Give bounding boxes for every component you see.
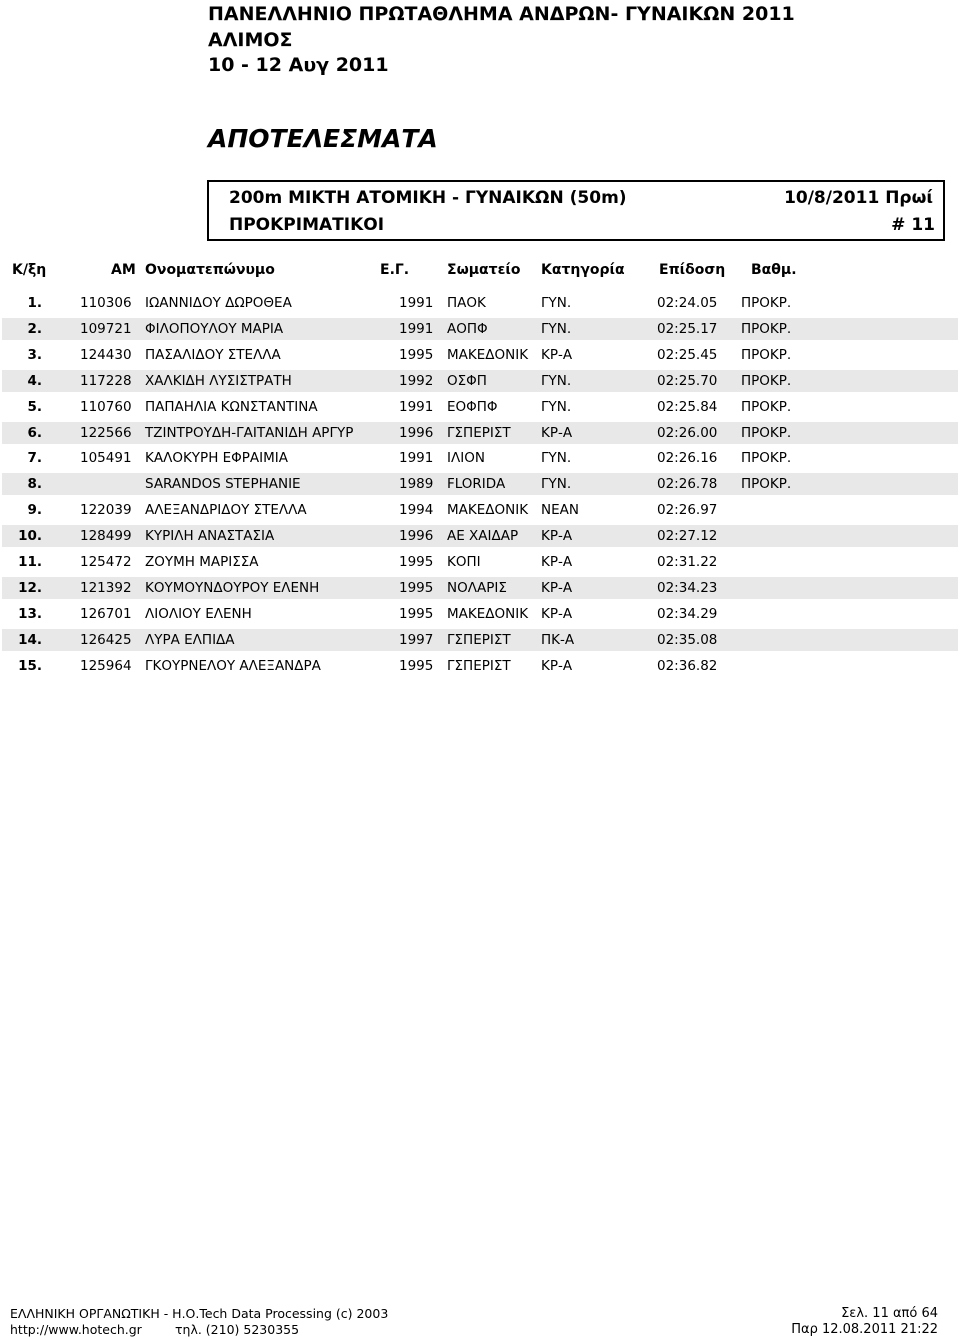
table-row [2,396,958,418]
cell-time: 02:31.22 [657,554,718,570]
cell-am: 109721 [80,320,132,337]
table-row [2,525,958,547]
cell-club: ΝΟΛΑΡΙΣ [447,579,507,596]
event-info-box [207,180,945,241]
cell-time: 02:26.78 [657,476,718,493]
cell-category: ΚΡ-Α [541,528,573,545]
table-row [2,318,958,340]
table-row [2,629,958,651]
cell-rank: 2. [27,320,42,337]
cell-year: 1996 [399,528,434,545]
venue: ΑΛΙΜΟΣ [208,29,293,51]
cell-category: ΓΥΝ. [541,295,572,311]
col-club: Σωματείο [447,262,521,278]
cell-club: ΠΑΟΚ [447,295,486,311]
cell-name: ΖΟΥΜΗ ΜΑΡΙΣΣΑ [145,554,259,570]
cell-rank: 3. [27,346,42,363]
event-date-session: 10/8/2011 Πρωί [784,188,933,208]
cell-am: 110306 [80,295,132,311]
cell-rank: 10. [18,528,42,545]
table-row [2,655,958,677]
cell-name: ΧΑΛΚΙΔΗ ΛΥΣΙΣΤΡΑΤΗ [145,372,292,389]
cell-rank: 7. [27,450,42,467]
table-row [2,422,958,444]
cell-rank: 9. [27,502,42,519]
cell-club: ΓΣΠΕΡΙΣΤ [447,657,511,674]
cell-category: ΚΡ-Α [541,346,573,363]
cell-year: 1991 [399,450,434,467]
cell-name: ΠΑΣΑΛΙΔΟΥ ΣΤΕΛΛΑ [145,346,281,363]
cell-name: ΚΟΥΜΟΥΝΔΟΥΡΟΥ ΕΛΕΝΗ [145,579,320,596]
cell-rank: 15. [18,657,42,674]
cell-club: ΑΟΠΦ [447,320,488,337]
cell-year: 1995 [399,346,434,363]
cell-club: ΜΑΚΕΔΟΝΙΚ [447,346,529,363]
table-row [2,473,958,495]
cell-am: 125472 [80,554,132,570]
cell-name: ΓΚΟΥΡΝΕΛΟΥ ΑΛΕΞΑΝΔΡΑ [145,657,321,674]
cell-am: 126425 [80,631,132,648]
cell-category: ΓΥΝ. [541,450,572,467]
table-row [2,551,958,573]
championship-title: ΠΑΝΕΛΛΗΝΙΟ ΠΡΩΤΑΘΛΗΜΑ ΑΝΔΡΩΝ- ΓΥΝΑΙΚΩΝ 2011 [208,3,795,25]
cell-club: ΑΕ ΧΑΙΔΑΡ [447,528,519,545]
cell-time: 02:34.23 [657,579,718,596]
table-row [2,344,958,366]
footer-printed: Παρ 12.08.2011 21:22 [791,1322,938,1337]
cell-rank: 13. [18,605,42,622]
table-row [2,370,958,392]
cell-year: 1989 [399,476,434,493]
col-category: Κατηγορία [541,262,625,278]
table-row [2,499,958,521]
cell-grade: ΠΡΟΚΡ. [741,320,792,337]
cell-am: 105491 [80,450,132,467]
cell-club: ΙΛΙΟΝ [447,450,485,467]
cell-year: 1997 [399,631,434,648]
cell-time: 02:26.16 [657,450,718,467]
cell-name: ΚΑΛΟΚΥΡΗ ΕΦΡΑΙΜΙΑ [145,450,289,467]
cell-category: ΓΥΝ. [541,476,572,493]
cell-year: 1991 [399,295,434,311]
cell-rank: 6. [27,424,42,441]
cell-year: 1991 [399,398,434,415]
cell-club: ΚΟΠΙ [447,554,481,570]
cell-year: 1996 [399,424,434,441]
cell-name: ΑΛΕΞΑΝΔΡΙΔΟΥ ΣΤΕΛΛΑ [145,502,307,519]
footer-page: Σελ. 11 από 64 [841,1306,938,1321]
cell-name: ΚΥΡΙΛΗ ΑΝΑΣΤΑΣΙΑ [145,528,275,545]
cell-year: 1995 [399,605,434,622]
cell-grade: ΠΡΟΚΡ. [741,295,792,311]
cell-year: 1995 [399,657,434,674]
cell-time: 02:25.84 [657,398,718,415]
col-year: Ε.Γ. [380,262,410,278]
cell-category: ΓΥΝ. [541,398,572,415]
cell-year: 1995 [399,579,434,596]
cell-club: ΕΟΦΠΦ [447,398,498,415]
col-rank: Κ/ξη [12,262,47,278]
cell-club: ΜΑΚΕΔΟΝΙΚ [447,502,529,519]
cell-category: ΓΥΝ. [541,320,572,337]
cell-category: ΚΡ-Α [541,424,573,441]
cell-name: ΙΩΑΝΝΙΔΟΥ ΔΩΡΟΘΕΑ [145,295,292,311]
footer-org: ΕΛΛΗΝΙΚΗ ΟΡΓΑΝΩΤΙΚΗ - Η.Ο.Tech Data Processing (c) 2003 [10,1306,389,1321]
cell-name: ΤΖΙΝΤΡΟΥΔΗ-ΓΑΙΤΑΝΙΔΗ ΑΡΓΥΡ [145,424,354,441]
cell-category: ΚΡ-Α [541,605,573,622]
cell-club: FLORIDA [447,476,506,493]
col-name: Ονοματεπώνυμο [145,262,275,278]
event-round: ΠΡΟΚΡΙΜΑΤΙΚΟΙ [229,215,385,235]
cell-am: 125964 [80,657,132,674]
cell-name: ΠΑΠΑΗΛΙΑ ΚΩΝΣΤΑΝΤΙΝΑ [145,398,318,415]
cell-rank: 4. [27,372,42,389]
cell-year: 1994 [399,502,434,519]
cell-club: ΟΣΦΠ [447,372,487,389]
cell-club: ΜΑΚΕΔΟΝΙΚ [447,605,529,622]
cell-category: ΚΡ-Α [541,579,573,596]
cell-rank: 1. [27,295,42,311]
cell-category: ΚΡ-Α [541,657,573,674]
table-row [2,447,958,469]
table-row [2,603,958,625]
cell-category: ΚΡ-Α [541,554,573,570]
cell-time: 02:27.12 [657,528,718,545]
cell-year: 1992 [399,372,434,389]
cell-rank: 12. [18,579,42,596]
event-name: 200m ΜΙΚΤΗ ΑΤΟΜΙΚΗ - ΓΥΝΑΙΚΩΝ (50m) [229,188,627,208]
cell-am: 122039 [80,502,132,519]
cell-grade: ΠΡΟΚΡ. [741,450,792,467]
cell-time: 02:24.05 [657,295,718,311]
col-grade: Βαθμ. [751,262,797,278]
cell-category: ΝΕΑΝ [541,502,579,519]
cell-am: 124430 [80,346,132,363]
cell-am: 110760 [80,398,132,415]
cell-club: ΓΣΠΕΡΙΣΤ [447,631,511,648]
cell-rank: 8. [27,476,42,493]
cell-am: 122566 [80,424,132,441]
cell-time: 02:34.29 [657,605,718,622]
col-time: Επίδοση [659,262,726,278]
results-title: ΑΠΟΤΕΛΕΣΜΑΤΑ [208,124,438,153]
cell-rank: 5. [27,398,42,415]
cell-time: 02:25.70 [657,372,718,389]
cell-am: 121392 [80,579,132,596]
cell-grade: ΠΡΟΚΡ. [741,398,792,415]
table-row [2,577,958,599]
cell-am: 117228 [80,372,132,389]
cell-grade: ΠΡΟΚΡ. [741,476,792,493]
cell-time: 02:26.97 [657,502,718,519]
col-am: ΑΜ [111,262,136,278]
cell-year: 1991 [399,320,434,337]
cell-time: 02:35.08 [657,631,718,648]
table-row [2,292,958,314]
footer-url[interactable]: http://www.hotech.gr [10,1322,142,1337]
cell-time: 02:25.17 [657,320,718,337]
cell-am: 126701 [80,605,132,622]
cell-grade: ΠΡΟΚΡ. [741,346,792,363]
cell-category: ΠΚ-Α [541,631,575,648]
cell-rank: 14. [18,631,42,648]
cell-time: 02:36.82 [657,657,718,674]
cell-club: ΓΣΠΕΡΙΣΤ [447,424,511,441]
cell-grade: ΠΡΟΚΡ. [741,424,792,441]
cell-name: ΛΥΡΑ ΕΛΠΙΔΑ [145,631,235,648]
cell-grade: ΠΡΟΚΡ. [741,372,792,389]
cell-category: ΓΥΝ. [541,372,572,389]
cell-name: ΛΙΟΛΙΟΥ ΕΛΕΝΗ [145,605,252,622]
cell-time: 02:25.45 [657,346,718,363]
cell-am: 128499 [80,528,132,545]
cell-name: SARANDOS STEPHANIE [145,476,301,493]
event-dates: 10 - 12 Αυγ 2011 [208,54,389,76]
cell-name: ΦΙΛΟΠΟΥΛΟΥ ΜΑΡΙΑ [145,320,284,337]
cell-time: 02:26.00 [657,424,718,441]
event-number: # 11 [891,215,935,235]
cell-rank: 11. [18,554,42,570]
cell-year: 1995 [399,554,434,570]
footer-phone: τηλ. (210) 5230355 [175,1322,300,1337]
